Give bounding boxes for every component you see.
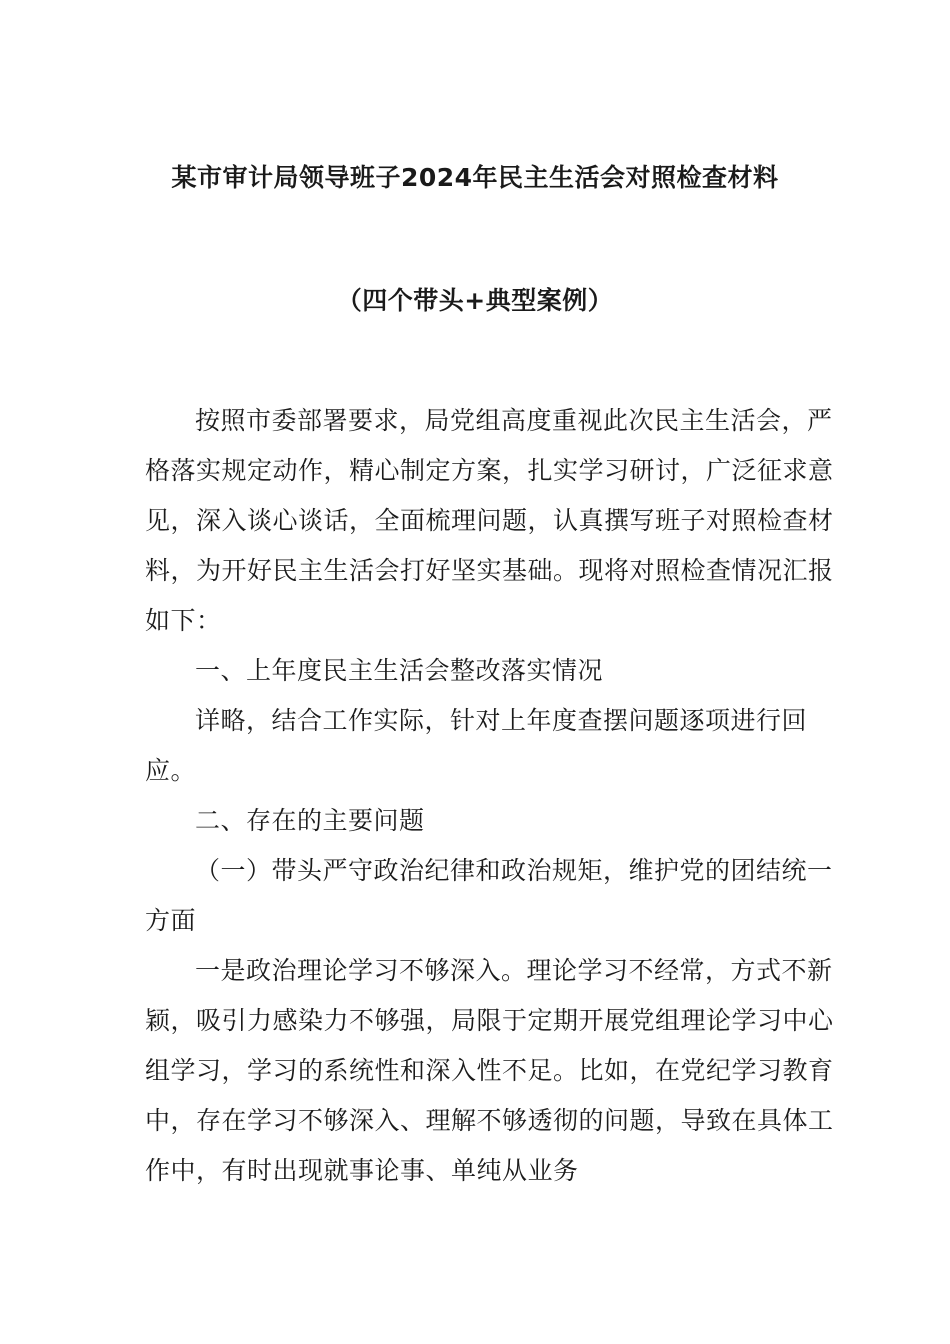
section-heading-1: 一、上年度民主生活会整改落实情况: [195, 656, 604, 685]
issue-paragraph-1: 一是政治理论学习不够深入。理论学习不经常，方式不新颖，吸引力感染力不够强，局限于定期开展党组理论学习中心组学习，学习的系统性和深入性不足。比如，在党纪学习教育中，存在学习不够深入、理解不够透彻的问题，导致在具体工作中，有时出现就事论事、单纯从业务: [145, 956, 834, 1185]
document-subtitle: （四个带头+典型案例）: [336, 286, 614, 315]
section-heading-2: 二、存在的主要问题: [195, 806, 425, 835]
document-body: [145, 396, 835, 1196]
intro-paragraph: 按照市委部署要求，局党组高度重视此次民主生活会，严格落实规定动作，精心制定方案，扎实学习研讨，广泛征求意见，深入谈心谈话，全面梳理问题，认真撰写班子对照检查材料，为开好民主生活会打好坚实基础。现将对照检查情况汇报如下：: [145, 406, 834, 635]
section-1-paragraph: 详略，结合工作实际，针对上年度查摆问题逐项进行回应。: [145, 706, 808, 785]
subsection-heading-1: （一）带头严守政治纪律和政治规矩，维护党的团结统一方面: [145, 856, 833, 935]
document-title: 某市审计局领导班子2024年民主生活会对照检查材料: [171, 163, 779, 192]
